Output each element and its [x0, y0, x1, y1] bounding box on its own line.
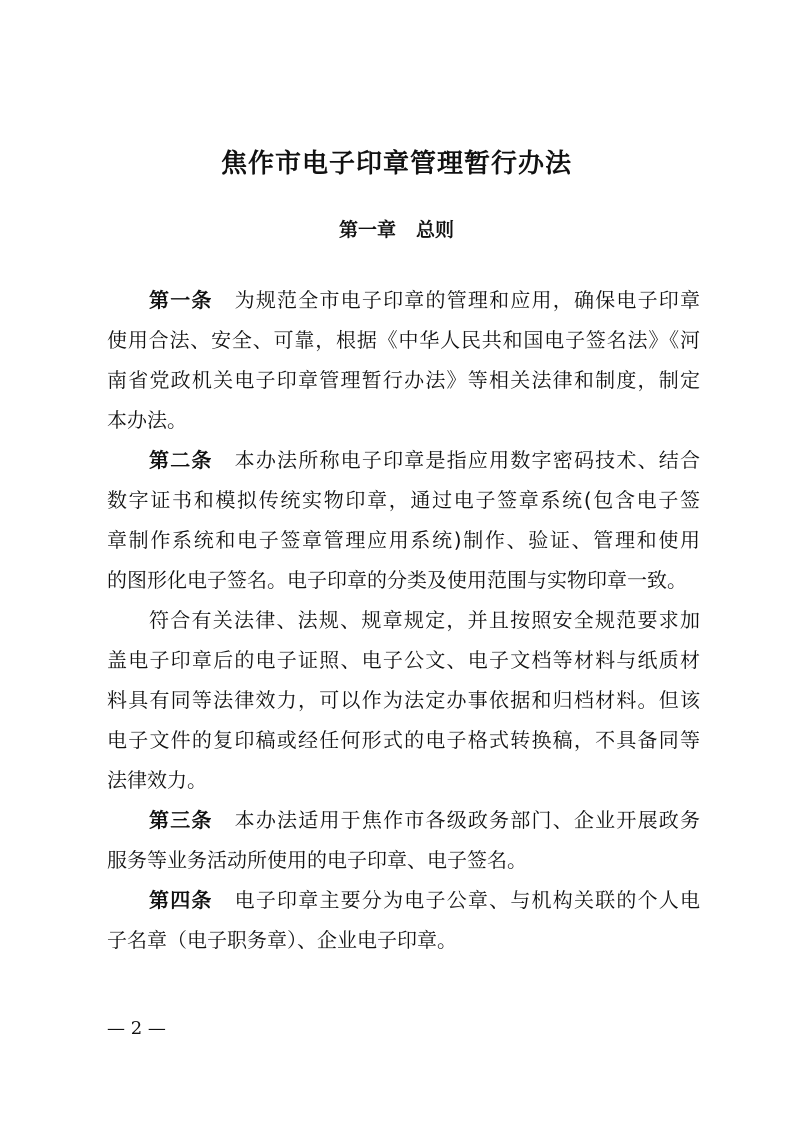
line-text: 章制作系统和电子签章管理应用系统)制作、验证、管理和使用 — [107, 528, 700, 552]
article-paragraph — [107, 800, 700, 880]
article-number: 第三条 — [149, 808, 213, 832]
article-paragraph — [107, 280, 700, 440]
text-line — [107, 440, 700, 480]
article-number: 第四条 — [149, 888, 213, 912]
text-line — [107, 520, 700, 560]
line-text: 法律效力。 — [107, 768, 207, 792]
chapter-heading — [0, 215, 793, 242]
line-text: 料具有同等法律效力，可以作为法定办事依据和归档材料。但该 — [107, 688, 700, 712]
line-text: 服务等业务活动所使用的电子印章、电子签名。 — [107, 848, 527, 872]
text-line — [107, 360, 700, 400]
line-text: 本办法适用于焦作市各级政务部门、企业开展政务 — [234, 808, 700, 832]
text-line — [107, 600, 700, 640]
text-line — [107, 800, 700, 840]
text-line — [107, 760, 700, 800]
line-text: 南省党政机关电子印章管理暂行办法》等相关法律和制度，制定 — [107, 368, 700, 392]
line-text: 本办法所称电子印章是指应用数字密码技术、结合 — [234, 448, 700, 472]
line-text: 本办法。 — [107, 408, 187, 432]
chapter-number: 第一章 — [338, 219, 396, 241]
line-text: 盖电子印章后的电子证照、电子公文、电子文档等材料与纸质材 — [107, 648, 700, 672]
line-text: 符合有关法律、法规、规章规定，并且按照安全规范要求加 — [149, 608, 700, 632]
text-line — [107, 840, 700, 880]
article-paragraph — [107, 440, 700, 600]
text-line — [107, 280, 700, 320]
article-number: 第二条 — [149, 448, 213, 472]
line-text: 子名章（电子职务章）、企业电子印章。 — [107, 928, 457, 952]
text-line — [107, 560, 700, 600]
text-line — [107, 320, 700, 360]
text-line — [107, 480, 700, 520]
article-paragraph — [107, 600, 700, 800]
line-text: 为规范全市电子印章的管理和应用，确保电子印章 — [234, 288, 700, 312]
document-title: 焦作市电子印章管理暂行办法 — [220, 149, 572, 179]
line-text: 电子印章主要分为电子公章、与机构关联的个人电 — [234, 888, 700, 912]
text-line — [107, 720, 700, 760]
line-text: 的图形化电子签名。电子印章的分类及使用范围与实物印章一致。 — [107, 568, 687, 592]
article-paragraph — [107, 880, 700, 960]
line-text: 数字证书和模拟传统实物印章，通过电子签章系统(包含电子签 — [107, 488, 700, 512]
line-text: 电子文件的复印稿或经任何形式的电子格式转换稿，不具备同等 — [107, 728, 700, 752]
text-line — [107, 640, 700, 680]
document-body — [107, 280, 700, 960]
text-line — [107, 880, 700, 920]
text-line — [107, 400, 700, 440]
text-line — [107, 680, 700, 720]
article-number: 第一条 — [149, 288, 213, 312]
page-number: — 2 — — [107, 1018, 166, 1039]
chapter-name: 总则 — [416, 219, 455, 241]
text-line — [107, 920, 700, 960]
line-text: 使用合法、安全、可靠，根据《中华人民共和国电子签名法》《河 — [107, 328, 700, 352]
